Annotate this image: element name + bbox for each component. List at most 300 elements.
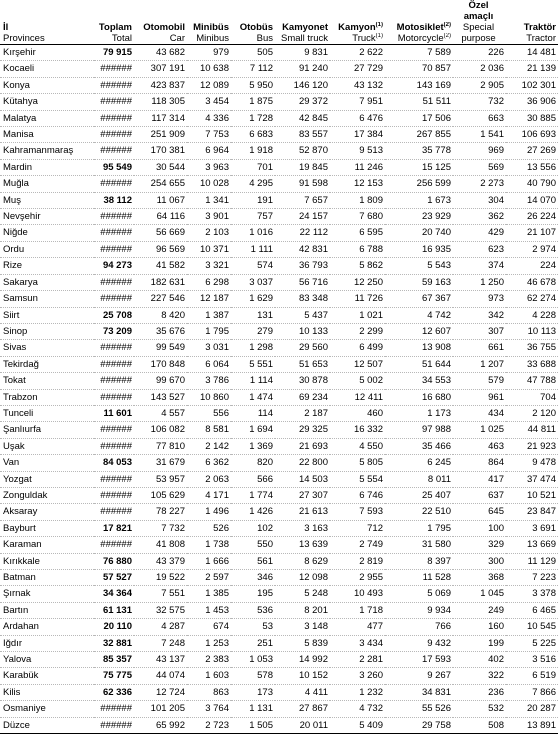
tractor-cell: 13 891 [506,717,558,733]
header-otobus: Otobüs [239,22,273,33]
table-row [0,127,558,143]
car-cell: 170 848 [134,356,187,372]
small-truck-cell: 14 992 [275,652,330,668]
small-truck-cell: 4 411 [275,684,330,700]
province-name: Nevşehir [0,209,94,225]
province-name: Tunceli [0,405,94,421]
table-row [0,455,558,471]
car-cell: 227 546 [134,291,187,307]
province-name: Muş [0,192,94,208]
tractor-cell: 10 113 [506,323,558,339]
special-purpose-cell: 663 [453,110,506,126]
total-cell: 11 601 [94,405,134,421]
small-truck-cell: 2 187 [275,405,330,421]
table-row [0,77,558,93]
truck-cell: 7 593 [330,504,385,520]
table-row [0,61,558,77]
bus-cell: 4 295 [231,176,275,192]
minibus-cell: 6 064 [187,356,231,372]
car-cell: 19 522 [134,570,187,586]
minibus-cell: 526 [187,520,231,536]
car-cell: 43 379 [134,553,187,569]
tractor-cell: 13 669 [506,537,558,553]
minibus-cell: 1 496 [187,504,231,520]
tractor-cell: 3 516 [506,652,558,668]
header-tractor: Tractor [506,33,558,45]
car-cell: 56 669 [134,225,187,241]
truck-cell: 3 260 [330,668,385,684]
minibus-cell: 12 187 [187,291,231,307]
small-truck-cell: 146 120 [275,77,330,93]
table-row [0,504,558,520]
motorcycle-cell: 17 593 [385,652,453,668]
motorcycle-cell: 256 599 [385,176,453,192]
truck-cell: 6 746 [330,487,385,503]
small-truck-cell: 3 163 [275,520,330,536]
table-row [0,717,558,733]
truck-cell: 12 250 [330,274,385,290]
tractor-cell: 3 691 [506,520,558,536]
tractor-cell: 26 224 [506,209,558,225]
special-purpose-cell: 732 [453,94,506,110]
special-purpose-cell: 623 [453,241,506,257]
header-truck-label: Truck [352,33,376,44]
truck-cell: 2 299 [330,323,385,339]
total-cell: 75 775 [94,668,134,684]
bus-cell: 566 [231,471,275,487]
motorcycle-cell: 34 831 [385,684,453,700]
small-truck-cell: 22 800 [275,455,330,471]
small-truck-cell: 5 248 [275,586,330,602]
total-cell: ###### [94,389,134,405]
small-truck-cell: 3 148 [275,619,330,635]
special-purpose-cell: 637 [453,487,506,503]
minibus-cell: 6 964 [187,143,231,159]
minibus-cell: 2 103 [187,225,231,241]
table-row [0,471,558,487]
table-row [0,110,558,126]
small-truck-cell: 5 839 [275,635,330,651]
bus-cell: 53 [231,619,275,635]
special-purpose-cell: 100 [453,520,506,536]
tractor-cell: 7 866 [506,684,558,700]
motorcycle-cell: 16 680 [385,389,453,405]
tractor-cell: 2 120 [506,405,558,421]
special-purpose-cell: 2 273 [453,176,506,192]
small-truck-cell: 29 325 [275,422,330,438]
truck-cell: 1 021 [330,307,385,323]
car-cell: 12 724 [134,684,187,700]
header-minibus-tr: Minibüs [193,22,229,33]
table-row [0,159,558,175]
tractor-cell: 704 [506,389,558,405]
minibus-cell: 1 795 [187,323,231,339]
bus-cell: 1 369 [231,438,275,454]
province-name: Tekirdağ [0,356,94,372]
minibus-cell: 10 028 [187,176,231,192]
bus-cell: 820 [231,455,275,471]
special-purpose-cell: 300 [453,553,506,569]
truck-cell: 5 862 [330,258,385,274]
motorcycle-cell: 267 855 [385,127,453,143]
table-row [0,143,558,159]
motorcycle-cell: 34 553 [385,373,453,389]
truck-cell: 1 718 [330,602,385,618]
tractor-cell: 33 688 [506,356,558,372]
total-cell: ###### [94,110,134,126]
total-cell: ###### [94,471,134,487]
bus-cell: 1 875 [231,94,275,110]
table-row [0,356,558,372]
table-row [0,619,558,635]
car-cell: 30 544 [134,159,187,175]
header-purpose: purpose [453,33,506,45]
car-cell: 65 992 [134,717,187,733]
bus-cell: 1 131 [231,701,275,717]
province-name: Osmaniye [0,701,94,717]
header-truck-note: (1) [375,33,383,39]
small-truck-cell: 7 657 [275,192,330,208]
header-ozel: Özel [468,0,489,11]
minibus-cell: 2 597 [187,570,231,586]
car-cell: 254 655 [134,176,187,192]
table-row [0,373,558,389]
tractor-cell: 6 519 [506,668,558,684]
total-cell: 76 880 [94,553,134,569]
minibus-cell: 1 666 [187,553,231,569]
special-purpose-cell: 1 250 [453,274,506,290]
tractor-cell: 62 274 [506,291,558,307]
motorcycle-cell: 9 934 [385,602,453,618]
special-purpose-cell: 402 [453,652,506,668]
province-name: Niğde [0,225,94,241]
province-name: Batman [0,570,94,586]
bus-cell: 5 950 [231,77,275,93]
truck-cell: 6 499 [330,340,385,356]
tractor-cell: 14 070 [506,192,558,208]
total-cell: ###### [94,61,134,77]
car-cell: 35 676 [134,323,187,339]
province-name: Kilis [0,684,94,700]
motorcycle-cell: 51 644 [385,356,453,372]
bus-cell: 1 774 [231,487,275,503]
table-row [0,586,558,602]
motorcycle-cell: 51 511 [385,94,453,110]
total-cell: ###### [94,438,134,454]
table-row [0,323,558,339]
bus-cell: 346 [231,570,275,586]
tractor-cell: 7 223 [506,570,558,586]
motorcycle-cell: 9 432 [385,635,453,651]
province-name: Bartın [0,602,94,618]
total-cell: ###### [94,356,134,372]
bus-cell: 505 [231,45,275,61]
car-cell: 31 679 [134,455,187,471]
bus-cell: 1 474 [231,389,275,405]
bus-cell: 550 [231,537,275,553]
special-purpose-cell: 249 [453,602,506,618]
truck-cell: 5 409 [330,717,385,733]
province-name: Yalova [0,652,94,668]
minibus-cell: 1 253 [187,635,231,651]
car-cell: 43 137 [134,652,187,668]
province-name: Siirt [0,307,94,323]
total-cell: ###### [94,373,134,389]
bus-cell: 3 037 [231,274,275,290]
province-name: Kütahya [0,94,94,110]
minibus-cell: 6 362 [187,455,231,471]
tractor-cell: 4 228 [506,307,558,323]
minibus-cell: 556 [187,405,231,421]
car-cell: 99 549 [134,340,187,356]
motorcycle-cell: 4 742 [385,307,453,323]
total-cell: ###### [94,717,134,733]
motorcycle-cell: 9 267 [385,668,453,684]
special-purpose-cell: 342 [453,307,506,323]
bus-cell: 574 [231,258,275,274]
truck-cell: 5 002 [330,373,385,389]
province-name: Van [0,455,94,471]
table-row [0,94,558,110]
bus-cell: 173 [231,684,275,700]
header-total: Total [94,33,134,45]
province-name: Rize [0,258,94,274]
motorcycle-cell: 7 589 [385,45,453,61]
car-cell: 7 732 [134,520,187,536]
truck-cell: 477 [330,619,385,635]
special-purpose-cell: 661 [453,340,506,356]
motorcycle-cell: 12 607 [385,323,453,339]
total-cell: ###### [94,291,134,307]
total-cell: 85 357 [94,652,134,668]
truck-cell: 5 554 [330,471,385,487]
table-row [0,684,558,700]
header-traktor: Traktör [523,22,556,33]
tractor-cell: 106 693 [506,127,558,143]
small-truck-cell: 22 112 [275,225,330,241]
motorcycle-cell: 35 466 [385,438,453,454]
total-cell: ###### [94,176,134,192]
total-cell: ###### [94,225,134,241]
bus-cell: 191 [231,192,275,208]
special-purpose-cell: 463 [453,438,506,454]
minibus-cell: 10 638 [187,61,231,77]
header-motosiklet-note: (2) [443,22,451,28]
truck-cell: 6 788 [330,241,385,257]
small-truck-cell: 8 201 [275,602,330,618]
car-cell: 423 837 [134,77,187,93]
motorcycle-cell: 16 935 [385,241,453,257]
motorcycle-cell: 1 673 [385,192,453,208]
province-name: Sivas [0,340,94,356]
total-cell: ###### [94,241,134,257]
truck-cell: 7 680 [330,209,385,225]
total-cell: 32 881 [94,635,134,651]
car-cell: 77 810 [134,438,187,454]
minibus-cell: 3 786 [187,373,231,389]
tractor-cell: 47 788 [506,373,558,389]
special-purpose-cell: 508 [453,717,506,733]
special-purpose-cell: 1 025 [453,422,506,438]
minibus-cell: 3 901 [187,209,231,225]
province-name: Ordu [0,241,94,257]
car-cell: 8 420 [134,307,187,323]
table-row [0,520,558,536]
table-row [0,422,558,438]
table-row [0,405,558,421]
small-truck-cell: 12 098 [275,570,330,586]
province-name: Kocaeli [0,61,94,77]
tractor-cell: 37 474 [506,471,558,487]
table-header [0,0,558,45]
small-truck-cell: 8 629 [275,553,330,569]
small-truck-cell: 83 348 [275,291,330,307]
car-cell: 118 305 [134,94,187,110]
table-row [0,487,558,503]
header-motosiklet-label: Motosiklet [396,22,444,33]
small-truck-cell: 91 240 [275,61,330,77]
car-cell: 7 551 [134,586,187,602]
small-truck-cell: 29 560 [275,340,330,356]
province-name: Zonguldak [0,487,94,503]
total-cell: ###### [94,487,134,503]
bus-cell: 1 114 [231,373,275,389]
table-row [0,537,558,553]
header-kamyon-label: Kamyon [338,22,376,33]
minibus-cell: 12 089 [187,77,231,93]
bus-cell: 1 728 [231,110,275,126]
small-truck-cell: 42 845 [275,110,330,126]
total-cell: 84 053 [94,455,134,471]
motorcycle-cell: 13 908 [385,340,453,356]
car-cell: 170 381 [134,143,187,159]
header-truck [330,33,385,45]
small-truck-cell: 91 598 [275,176,330,192]
motorcycle-cell: 8 011 [385,471,453,487]
special-purpose-cell: 434 [453,405,506,421]
total-cell: ###### [94,340,134,356]
motorcycle-cell: 97 988 [385,422,453,438]
table-row [0,241,558,257]
small-truck-cell: 27 867 [275,701,330,717]
total-cell: 73 209 [94,323,134,339]
special-purpose-cell: 322 [453,668,506,684]
tractor-cell: 2 974 [506,241,558,257]
table-row [0,209,558,225]
total-cell: 34 364 [94,586,134,602]
header-bus: Bus [231,33,275,45]
motorcycle-cell: 8 397 [385,553,453,569]
minibus-cell: 6 298 [187,274,231,290]
province-name: Düzce [0,717,94,733]
minibus-cell: 2 063 [187,471,231,487]
minibus-cell: 2 723 [187,717,231,733]
total-cell: ###### [94,143,134,159]
small-truck-cell: 10 133 [275,323,330,339]
total-cell: 79 915 [94,45,134,61]
province-name: Karabük [0,668,94,684]
special-purpose-cell: 368 [453,570,506,586]
table-row [0,389,558,405]
minibus-cell: 1 603 [187,668,231,684]
total-cell: 57 527 [94,570,134,586]
small-truck-cell: 10 152 [275,668,330,684]
minibus-cell: 674 [187,619,231,635]
bus-cell: 1 426 [231,504,275,520]
truck-cell: 2 622 [330,45,385,61]
table-row [0,570,558,586]
header-motorcycle-label: Motorcycle [397,33,444,44]
car-cell: 43 682 [134,45,187,61]
table-row [0,602,558,618]
tractor-cell: 10 521 [506,487,558,503]
car-cell: 99 670 [134,373,187,389]
small-truck-cell: 69 234 [275,389,330,405]
tractor-cell: 13 556 [506,159,558,175]
motorcycle-cell: 23 929 [385,209,453,225]
total-cell: 17 821 [94,520,134,536]
small-truck-cell: 13 639 [275,537,330,553]
province-name: Tokat [0,373,94,389]
car-cell: 96 569 [134,241,187,257]
special-purpose-cell: 969 [453,143,506,159]
minibus-cell: 4 171 [187,487,231,503]
bus-cell: 1 111 [231,241,275,257]
header-amacli: amaçlı [463,11,494,22]
small-truck-cell: 24 157 [275,209,330,225]
special-purpose-cell: 579 [453,373,506,389]
minibus-cell: 10 860 [187,389,231,405]
car-cell: 251 909 [134,127,187,143]
special-purpose-cell: 429 [453,225,506,241]
truck-cell: 460 [330,405,385,421]
special-purpose-cell: 532 [453,701,506,717]
motorcycle-cell: 1 173 [385,405,453,421]
truck-cell: 5 805 [330,455,385,471]
truck-cell: 2 955 [330,570,385,586]
minibus-cell: 3 963 [187,159,231,175]
car-cell: 117 314 [134,110,187,126]
table-row [0,176,558,192]
truck-cell: 27 729 [330,61,385,77]
minibus-cell: 3 764 [187,701,231,717]
tractor-cell: 27 269 [506,143,558,159]
tractor-cell: 36 906 [506,94,558,110]
province-name: Manisa [0,127,94,143]
special-purpose-cell: 569 [453,159,506,175]
province-name: Trabzon [0,389,94,405]
bus-cell: 102 [231,520,275,536]
car-cell: 105 629 [134,487,187,503]
minibus-cell: 863 [187,684,231,700]
tractor-cell: 11 129 [506,553,558,569]
total-cell: 61 131 [94,602,134,618]
motorcycle-cell: 31 580 [385,537,453,553]
province-name: Sinop [0,323,94,339]
minibus-cell: 979 [187,45,231,61]
car-cell: 7 248 [134,635,187,651]
special-purpose-cell: 236 [453,684,506,700]
header-motosiklet [385,22,453,33]
motorcycle-cell: 70 857 [385,61,453,77]
special-purpose-cell: 362 [453,209,506,225]
header-minibus-en: Minibus [187,33,231,45]
small-truck-cell: 9 831 [275,45,330,61]
province-name: Malatya [0,110,94,126]
truck-cell: 6 476 [330,110,385,126]
province-name: Konya [0,77,94,93]
tractor-cell: 21 107 [506,225,558,241]
